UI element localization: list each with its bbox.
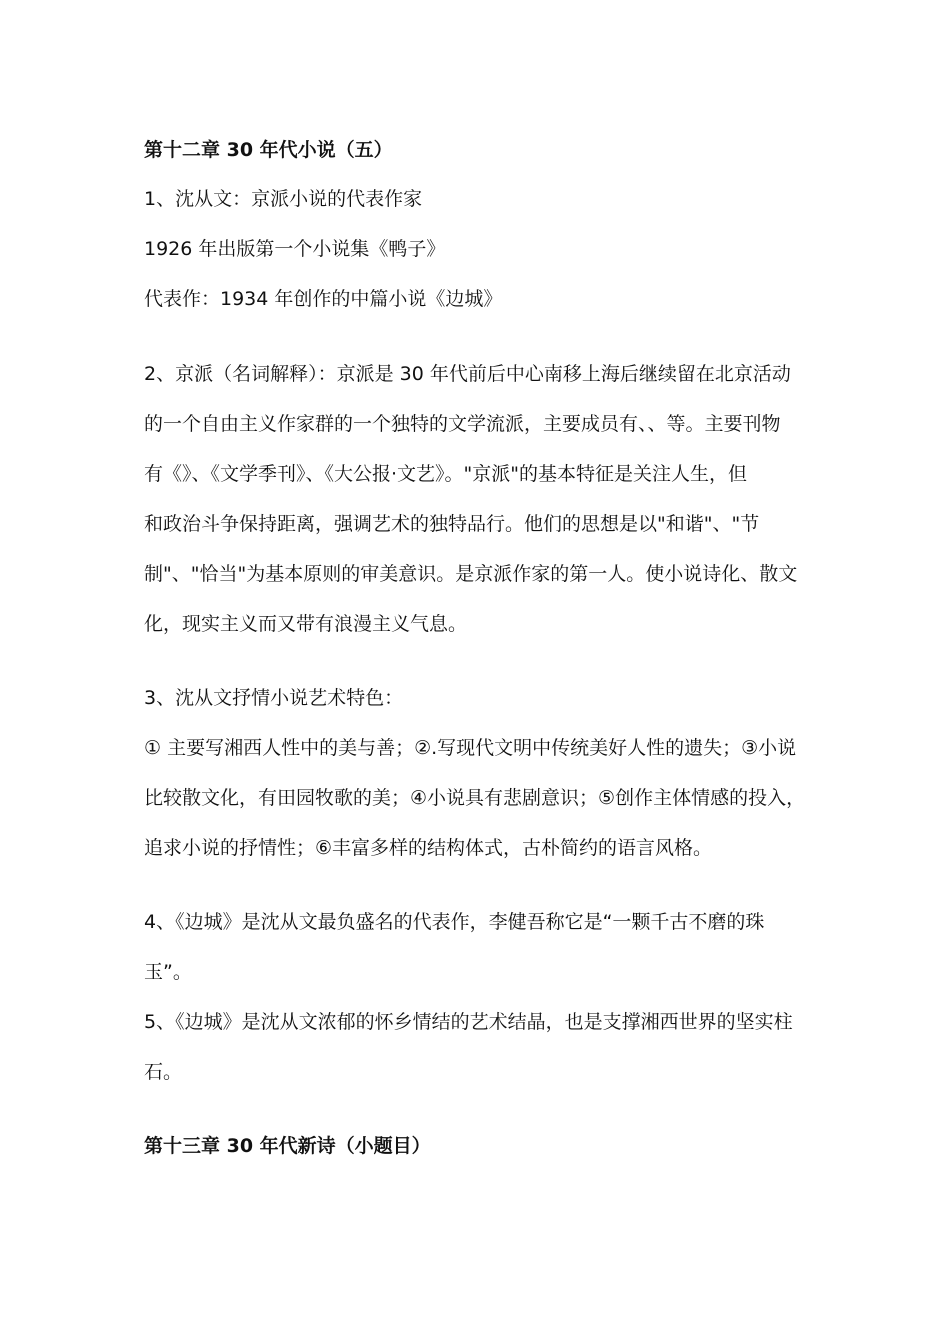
section-3-title: 3、沈从文抒情小说艺术特色： (144, 687, 404, 709)
section-5-line-1: 5、《边城》是沈从文浓郁的怀乡情结的艺术结晶，也是支撑湘西世界的坚实柱 (144, 1011, 793, 1033)
chapter-12-title: 第十二章 30 年代小说（五） (144, 139, 393, 161)
section-4-line-2: 玉”。 (144, 961, 192, 983)
section-4-line-1: 4、《边城》是沈从文最负盛名的代表作，李健吾称它是“一颗千古不磨的珠 (144, 911, 765, 933)
section-2-line-1: 2、京派（名词解释）：京派是 30 年代前后中心南移上海后继续留在北京活动 (144, 363, 791, 385)
section-5-line-2: 石。 (144, 1061, 183, 1083)
chapter-13-title: 第十三章 30 年代新诗（小题目） (144, 1135, 431, 1157)
section-2-line-3: 有《》、《文学季刊》、《大公报·文艺》。"京派"的基本特征是关注人生，但 (144, 463, 748, 485)
section-2-line-4: 和政治斗争保持距离，强调艺术的独特品行。他们的思想是以"和谐"、"节 (144, 513, 760, 535)
section-2-line-6: 化，现实主义而又带有浪漫主义气息。 (144, 613, 468, 635)
section-3-line-3: 追求小说的抒情性；⑥丰富多样的结构体式，古朴简约的语言风格。 (144, 837, 713, 859)
section-1-line-1: 1、沈从文：京派小说的代表作家 (144, 188, 423, 210)
section-2-line-2: 的一个自由主义作家群的一个独特的文学流派，主要成员有、、等。主要刊物 (144, 413, 781, 435)
section-3-line-2: 比较散文化，有田园牧歌的美；④小说具有悲剧意识；⑤创作主体情感的投入， (144, 787, 806, 809)
section-2-line-5: 制"、"恰当"为基本原则的审美意识。是京派作家的第一人。使小说诗化、散文 (144, 563, 798, 585)
section-3-line-1: ① 主要写湘西人性中的美与善；②.写现代文明中传统美好人性的遗失；③小说 (144, 737, 797, 759)
section-1-line-2: 1926 年出版第一个小说集《鸭子》 (144, 238, 446, 260)
section-1-line-3: 代表作：1934 年创作的中篇小说《边城》 (144, 288, 503, 310)
